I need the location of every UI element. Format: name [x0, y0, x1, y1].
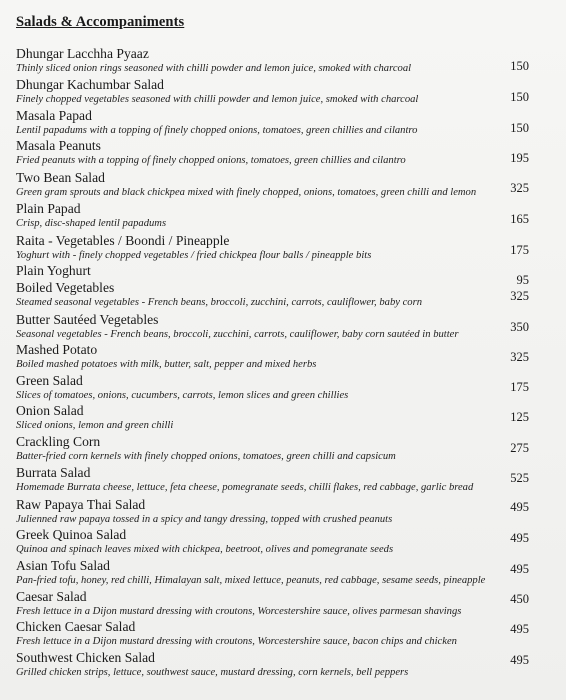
- menu-item: [16, 201, 166, 230]
- item-price: 165: [510, 212, 529, 226]
- item-price: 150: [510, 90, 529, 104]
- item-description: Finely chopped vegetables seasoned with chilli powder and lemon juice, smoked with charcoal: [16, 94, 419, 105]
- item-price: 325: [510, 350, 529, 364]
- item-description: Crisp, disc-shaped lentil papadums: [16, 218, 167, 229]
- item-price: 495: [510, 653, 529, 667]
- item-price: 495: [510, 531, 529, 545]
- item-name: Masala Papad: [16, 108, 92, 123]
- item-name: Dhungar Lacchha Pyaaz: [16, 46, 149, 61]
- item-description: Batter-fried corn kernels with finely chopped onions, tomatoes, green chilli and capsicum: [16, 451, 396, 462]
- menu-item: [16, 497, 392, 526]
- menu-item: [16, 465, 473, 494]
- menu-item: [16, 280, 422, 309]
- item-price: 125: [510, 410, 529, 424]
- item-price: 175: [510, 380, 529, 394]
- menu-item: [16, 108, 417, 137]
- menu-item: [16, 233, 371, 262]
- item-description: Thinly sliced onion rings seasoned with chilli powder and lemon juice, smoked with charcoal: [16, 63, 412, 74]
- item-description: Green gram sprouts and black chickpea mixed with finely chopped, onions, tomatoes, green chilli and lemon: [16, 187, 477, 198]
- menu-item: [16, 434, 396, 463]
- menu-item: [16, 373, 348, 402]
- item-name: Dhungar Kachumbar Salad: [16, 77, 164, 92]
- menu-item: [16, 138, 406, 167]
- item-name: Greek Quinoa Salad: [16, 527, 127, 542]
- item-price: 450: [510, 592, 529, 606]
- item-description: Steamed seasonal vegetables - French beans, broccoli, zucchini, carrots, cauliflower, baby corn: [16, 297, 423, 308]
- item-description: Grilled chicken strips, lettuce, southwest sauce, mustard dressing, corn kernels, bell peppers: [16, 667, 409, 678]
- menu-item: [16, 312, 459, 341]
- item-name: Butter Sautéed Vegetables: [16, 312, 159, 327]
- item-price: 275: [510, 441, 529, 455]
- item-price: 350: [510, 320, 529, 334]
- item-name: Caesar Salad: [16, 589, 87, 604]
- item-name: Raw Papaya Thai Salad: [16, 497, 146, 512]
- item-name: Burrata Salad: [16, 465, 91, 480]
- item-name: Plain Papad: [16, 201, 81, 216]
- item-name: Crackling Corn: [16, 434, 101, 449]
- item-price: 95: [516, 273, 529, 287]
- item-description: Homemade Burrata cheese, lettuce, feta cheese, pomegranate seeds, chilli flakes, red cabbage, garlic bread: [16, 482, 474, 493]
- item-name: Plain Yoghurt: [16, 263, 91, 278]
- menu-item: [16, 589, 461, 618]
- item-name: Two Bean Salad: [16, 170, 105, 185]
- item-price: 150: [510, 121, 529, 135]
- menu-item: [16, 170, 476, 199]
- item-price: 495: [510, 622, 529, 636]
- item-name: Masala Peanuts: [16, 138, 101, 153]
- menu-item: [16, 77, 418, 106]
- item-price: 150: [510, 59, 529, 73]
- menu-item: [16, 46, 411, 75]
- item-price: 325: [510, 181, 529, 195]
- item-name: Raita - Vegetables / Boondi / Pineapple: [16, 233, 230, 248]
- item-description: Slices of tomatoes, onions, cucumbers, carrots, lemon slices and green chillies: [16, 390, 349, 401]
- item-price: 175: [510, 243, 529, 257]
- item-description: Lentil papadums with a topping of finely chopped onions, tomatoes, green chillies and cilantro: [16, 125, 418, 136]
- menu-item: [16, 342, 316, 371]
- section-title: Salads & Accompaniments: [16, 14, 185, 30]
- item-name: Green Salad: [16, 373, 83, 388]
- item-price: 495: [510, 562, 529, 576]
- item-name: Chicken Caesar Salad: [16, 619, 136, 634]
- item-description: Sliced onions, lemon and green chilli: [16, 420, 174, 431]
- item-description: Seasonal vegetables - French beans, broccoli, zucchini, carrots, cauliflower, baby corn sautéed in butter: [16, 329, 459, 340]
- item-name: Mashed Potato: [16, 342, 98, 357]
- item-name: Boiled Vegetables: [16, 280, 115, 295]
- item-description: Yoghurt with - finely chopped vegetables / fried chickpea flour balls / pineapple bits: [16, 250, 372, 261]
- item-price: 325: [510, 289, 529, 303]
- menu-item: [16, 527, 393, 556]
- menu-item: [16, 650, 408, 679]
- item-description: Fresh lettuce in a Dijon mustard dressing with croutons, Worcestershire sauce, bacon chips and chicken: [16, 636, 457, 647]
- item-description: Fresh lettuce in a Dijon mustard dressing with croutons, Worcestershire sauce, olives parmesan shavings: [16, 606, 462, 617]
- item-price: 495: [510, 500, 529, 514]
- menu-item: [16, 619, 457, 648]
- item-name: Asian Tofu Salad: [16, 558, 110, 573]
- item-description: Pan-fried tofu, honey, red chilli, Himalayan salt, mixed lettuce, peanuts, red cabbage, sesame seeds, pineapple: [16, 575, 486, 586]
- menu-item: [16, 263, 91, 279]
- menu-item: [16, 403, 173, 432]
- item-price: 195: [510, 151, 529, 165]
- item-price: 525: [510, 471, 529, 485]
- item-description: Julienned raw papaya tossed in a spicy and tangy dressing, topped with crushed peanuts: [16, 514, 393, 525]
- item-description: Boiled mashed potatoes with milk, butter, salt, pepper and mixed herbs: [16, 359, 317, 370]
- item-description: Fried peanuts with a topping of finely chopped onions, tomatoes, green chillies and cilantro: [16, 155, 406, 166]
- item-name: Southwest Chicken Salad: [16, 650, 155, 665]
- item-name: Onion Salad: [16, 403, 84, 418]
- item-description: Quinoa and spinach leaves mixed with chickpea, beetroot, olives and pomegranate seeds: [16, 544, 394, 555]
- menu-item: [16, 558, 485, 587]
